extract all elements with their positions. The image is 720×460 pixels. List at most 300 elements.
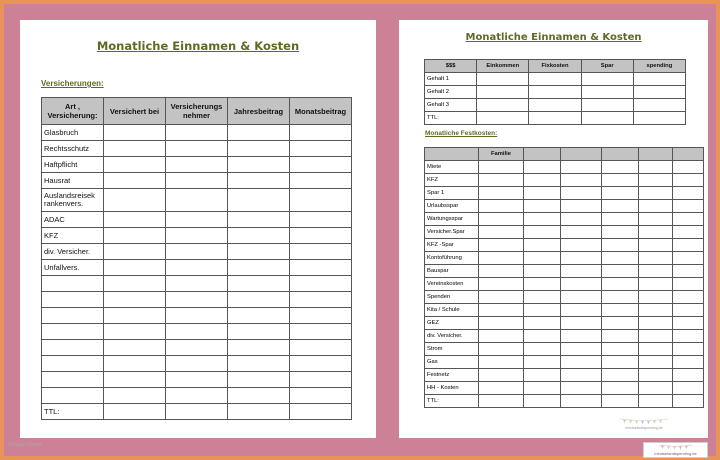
- table-cell: [479, 200, 524, 213]
- table-cell: [479, 161, 524, 174]
- table-cell: [561, 200, 602, 213]
- table-cell: [524, 356, 561, 369]
- table-row: [42, 141, 352, 157]
- table-cell: [290, 276, 352, 292]
- row-label: Urlaubsspar: [425, 200, 479, 213]
- table-row: [425, 252, 704, 265]
- table-cell: [290, 404, 352, 420]
- table-row: [425, 304, 704, 317]
- table-cell: [166, 260, 228, 276]
- table-cell: [166, 372, 228, 388]
- table-cell: [581, 73, 633, 86]
- row-label: Hausrat: [42, 173, 104, 189]
- table-cell: [166, 157, 228, 173]
- table-cell: [228, 324, 290, 340]
- table-row: [42, 260, 352, 276]
- column-header: [561, 148, 602, 161]
- table-cell: [479, 252, 524, 265]
- table-row: [425, 86, 686, 99]
- table-cell: [601, 239, 638, 252]
- table-cell: [228, 340, 290, 356]
- table-cell: [479, 369, 524, 382]
- table-cell: [638, 317, 672, 330]
- table-cell: [561, 226, 602, 239]
- table-cell: [529, 99, 581, 112]
- table-cell: [104, 125, 166, 141]
- table-cell: [672, 317, 704, 330]
- table-cell: [672, 161, 704, 174]
- row-label: Vereinskosten: [425, 278, 479, 291]
- column-header: Familie: [479, 148, 524, 161]
- income-table: [424, 59, 686, 125]
- table-cell: [601, 395, 638, 408]
- table-cell: [479, 343, 524, 356]
- table-cell: [228, 141, 290, 157]
- table-cell: [477, 73, 529, 86]
- table-cell: [638, 265, 672, 278]
- table-cell: [561, 356, 602, 369]
- table-cell: [104, 404, 166, 420]
- table-cell: [479, 317, 524, 330]
- table-cell: [290, 244, 352, 260]
- table-cell: [633, 86, 685, 99]
- insurance-table: [41, 97, 352, 420]
- table-cell: [166, 189, 228, 212]
- table-cell: [524, 278, 561, 291]
- table-cell: [601, 356, 638, 369]
- table-cell: [104, 308, 166, 324]
- table-cell: [166, 292, 228, 308]
- table-row: [42, 189, 352, 212]
- table-row: [42, 157, 352, 173]
- table-cell: [601, 213, 638, 226]
- table-cell: [561, 330, 602, 343]
- column-header: Fixkosten: [529, 60, 581, 73]
- table-cell: [561, 304, 602, 317]
- column-header: Spar: [581, 60, 633, 73]
- table-cell: [228, 308, 290, 324]
- left-page: [20, 20, 376, 438]
- row-label: GEZ: [425, 317, 479, 330]
- table-cell: [166, 324, 228, 340]
- table-cell: [638, 395, 672, 408]
- table-cell: [529, 112, 581, 125]
- table-row: [425, 226, 704, 239]
- table-cell: [166, 356, 228, 372]
- table-cell: [561, 291, 602, 304]
- table-cell: [524, 330, 561, 343]
- table-cell: [524, 252, 561, 265]
- table-row: [425, 187, 704, 200]
- table-cell: [601, 161, 638, 174]
- logo-bunting-icon: [658, 444, 693, 451]
- table-cell: [104, 244, 166, 260]
- table-cell: [228, 292, 290, 308]
- table-row: [42, 125, 352, 141]
- table-cell: [524, 174, 561, 187]
- row-label: Kontoführung: [425, 252, 479, 265]
- table-cell: [638, 239, 672, 252]
- table-cell: [524, 200, 561, 213]
- table-cell: [104, 276, 166, 292]
- table-cell: [166, 404, 228, 420]
- table-cell: [601, 226, 638, 239]
- table-row: [42, 212, 352, 228]
- table-cell: [561, 213, 602, 226]
- right-page: [399, 20, 708, 438]
- table-cell: [228, 228, 290, 244]
- table-cell: [479, 356, 524, 369]
- table-row: [42, 276, 352, 292]
- logo-text: mindsetandspending.de: [654, 451, 697, 456]
- table-cell: [524, 395, 561, 408]
- table-row: [425, 330, 704, 343]
- column-header: Versichert bei: [104, 98, 166, 125]
- table-cell: [166, 276, 228, 292]
- table-cell: [524, 317, 561, 330]
- table-cell: [638, 187, 672, 200]
- table-cell: [638, 382, 672, 395]
- table-row: [42, 404, 352, 420]
- table-cell: [561, 239, 602, 252]
- table-cell: [561, 187, 602, 200]
- table-cell: [561, 161, 602, 174]
- row-label: div. Versicher.: [425, 330, 479, 343]
- row-label: HH - Kosten: [425, 382, 479, 395]
- watermark-logo: [643, 442, 708, 458]
- table-cell: [104, 292, 166, 308]
- table-row: [425, 213, 704, 226]
- table-cell: [581, 86, 633, 99]
- table-cell: [104, 372, 166, 388]
- column-header: Monatsbeitrag: [290, 98, 352, 125]
- table-cell: [561, 369, 602, 382]
- table-cell: [638, 200, 672, 213]
- table-cell: [228, 244, 290, 260]
- column-header: $$$: [425, 60, 477, 73]
- column-header: [524, 148, 561, 161]
- column-header: Einkommen: [477, 60, 529, 73]
- row-label: [42, 340, 104, 356]
- table-cell: [601, 330, 638, 343]
- table-cell: [672, 343, 704, 356]
- table-cell: [104, 141, 166, 157]
- table-cell: [638, 291, 672, 304]
- row-label: Wartungsspar: [425, 213, 479, 226]
- table-cell: [672, 174, 704, 187]
- table-cell: [524, 265, 561, 278]
- table-row: [425, 99, 686, 112]
- table-cell: [228, 356, 290, 372]
- table-cell: [228, 212, 290, 228]
- table-cell: [290, 372, 352, 388]
- row-label: Rechtsschutz: [42, 141, 104, 157]
- table-cell: [479, 304, 524, 317]
- table-cell: [477, 86, 529, 99]
- table-cell: [672, 187, 704, 200]
- table-cell: [228, 372, 290, 388]
- table-cell: [561, 278, 602, 291]
- table-cell: [290, 292, 352, 308]
- table-cell: [638, 213, 672, 226]
- table-cell: [479, 382, 524, 395]
- right-page-title: Monatliche Einnamen & Kosten: [465, 32, 642, 43]
- row-label: Gas: [425, 356, 479, 369]
- table-cell: [104, 260, 166, 276]
- row-label: KFZ: [42, 228, 104, 244]
- table-cell: [290, 141, 352, 157]
- fixed-costs-table: [424, 147, 704, 408]
- table-row: [42, 324, 352, 340]
- table-row: [42, 173, 352, 189]
- table-cell: [561, 174, 602, 187]
- table-cell: [581, 112, 633, 125]
- table-cell: [638, 161, 672, 174]
- table-cell: [477, 112, 529, 125]
- table-row: [425, 317, 704, 330]
- table-cell: [104, 212, 166, 228]
- column-header: Versicherungs nehmer: [166, 98, 228, 125]
- row-label: TTL:: [425, 395, 479, 408]
- column-header: [638, 148, 672, 161]
- table-cell: [581, 99, 633, 112]
- table-row: [425, 112, 686, 125]
- bunting-decoration: [619, 418, 669, 426]
- table-cell: [290, 189, 352, 212]
- table-row: [425, 174, 704, 187]
- table-cell: [638, 356, 672, 369]
- table-row: [42, 244, 352, 260]
- table-cell: [104, 157, 166, 173]
- table-cell: [228, 157, 290, 173]
- table-cell: [524, 369, 561, 382]
- table-cell: [601, 369, 638, 382]
- row-label: [42, 388, 104, 404]
- table-cell: [638, 330, 672, 343]
- column-header: Jahresbeitrag: [228, 98, 290, 125]
- table-cell: [166, 228, 228, 244]
- table-cell: [561, 252, 602, 265]
- row-label: Auslandsreisek rankenvers.: [42, 189, 104, 212]
- row-label: [42, 324, 104, 340]
- table-cell: [638, 226, 672, 239]
- table-cell: [561, 343, 602, 356]
- table-cell: [104, 356, 166, 372]
- table-row: [425, 369, 704, 382]
- table-row: [425, 161, 704, 174]
- row-label: [42, 356, 104, 372]
- table-cell: [601, 317, 638, 330]
- row-label: Kita / Schule: [425, 304, 479, 317]
- table-cell: [290, 340, 352, 356]
- table-cell: [290, 125, 352, 141]
- table-row: [425, 278, 704, 291]
- table-cell: [672, 330, 704, 343]
- table-cell: [601, 278, 638, 291]
- table-cell: [166, 308, 228, 324]
- insurance-section-label: Versicherungen:: [41, 79, 104, 88]
- table-cell: [166, 388, 228, 404]
- table-cell: [529, 73, 581, 86]
- table-cell: [601, 343, 638, 356]
- column-header: Art , Versicherung:: [42, 98, 104, 125]
- table-cell: [601, 187, 638, 200]
- table-cell: [638, 343, 672, 356]
- table-cell: [166, 340, 228, 356]
- table-cell: [601, 382, 638, 395]
- row-label: KFZ -Spar: [425, 239, 479, 252]
- table-cell: [104, 388, 166, 404]
- table-row: [425, 239, 704, 252]
- column-header: spending: [633, 60, 685, 73]
- table-cell: [290, 324, 352, 340]
- row-label: Spar 1: [425, 187, 479, 200]
- table-cell: [290, 212, 352, 228]
- table-cell: [479, 174, 524, 187]
- table-cell: [479, 239, 524, 252]
- table-cell: [228, 276, 290, 292]
- table-row: [42, 372, 352, 388]
- table-cell: [672, 291, 704, 304]
- table-cell: [479, 330, 524, 343]
- row-label: Versicher.Spar: [425, 226, 479, 239]
- table-row: [42, 340, 352, 356]
- table-cell: [104, 228, 166, 244]
- table-cell: [633, 112, 685, 125]
- table-cell: [104, 340, 166, 356]
- table-cell: [524, 239, 561, 252]
- row-label: Festnetz: [425, 369, 479, 382]
- row-label: Miete: [425, 161, 479, 174]
- table-cell: [638, 304, 672, 317]
- table-cell: [104, 173, 166, 189]
- table-cell: [290, 308, 352, 324]
- row-label: [42, 372, 104, 388]
- table-cell: [672, 226, 704, 239]
- table-cell: [638, 174, 672, 187]
- table-cell: [290, 228, 352, 244]
- table-row: [425, 382, 704, 395]
- table-cell: [228, 189, 290, 212]
- table-cell: [601, 291, 638, 304]
- table-cell: [672, 252, 704, 265]
- table-cell: [479, 265, 524, 278]
- table-cell: [166, 125, 228, 141]
- table-cell: [601, 174, 638, 187]
- table-row: [42, 356, 352, 372]
- table-cell: [601, 265, 638, 278]
- table-cell: [672, 278, 704, 291]
- column-header: [601, 148, 638, 161]
- table-cell: [228, 388, 290, 404]
- table-row: [425, 395, 704, 408]
- table-cell: [672, 356, 704, 369]
- table-cell: [672, 382, 704, 395]
- table-cell: [561, 317, 602, 330]
- table-cell: [479, 395, 524, 408]
- table-cell: [633, 73, 685, 86]
- row-label: [42, 276, 104, 292]
- table-cell: [166, 173, 228, 189]
- table-cell: [104, 324, 166, 340]
- fixed-costs-section-label: Monatliche Festkosten:: [425, 130, 498, 137]
- table-row: [425, 356, 704, 369]
- table-cell: [672, 239, 704, 252]
- table-cell: [228, 173, 290, 189]
- table-row: [42, 228, 352, 244]
- table-cell: [524, 161, 561, 174]
- row-label: Spenden: [425, 291, 479, 304]
- table-cell: [290, 157, 352, 173]
- table-row: [425, 343, 704, 356]
- table-cell: [524, 343, 561, 356]
- column-header: [672, 148, 704, 161]
- row-label: ADAC: [42, 212, 104, 228]
- table-cell: [228, 125, 290, 141]
- table-cell: [638, 278, 672, 291]
- table-cell: [524, 304, 561, 317]
- row-label: Strom: [425, 343, 479, 356]
- table-row: [42, 292, 352, 308]
- table-cell: [524, 226, 561, 239]
- table-row: [425, 200, 704, 213]
- table-cell: [477, 99, 529, 112]
- row-label: Gehalt 2: [425, 86, 477, 99]
- table-cell: [601, 304, 638, 317]
- table-cell: [479, 213, 524, 226]
- table-cell: [479, 187, 524, 200]
- table-row: [425, 291, 704, 304]
- row-label: Glasbruch: [42, 125, 104, 141]
- table-cell: [638, 369, 672, 382]
- table-cell: [638, 252, 672, 265]
- row-label: TTL:: [425, 112, 477, 125]
- row-label: Bauspar: [425, 265, 479, 278]
- table-cell: [524, 382, 561, 395]
- table-cell: [479, 226, 524, 239]
- table-cell: [290, 260, 352, 276]
- column-header: [425, 148, 479, 161]
- table-cell: [601, 200, 638, 213]
- table-cell: [672, 200, 704, 213]
- table-cell: [228, 404, 290, 420]
- row-label: div. Versicher.: [42, 244, 104, 260]
- table-cell: [672, 265, 704, 278]
- table-row: [42, 308, 352, 324]
- table-cell: [529, 86, 581, 99]
- table-cell: [166, 212, 228, 228]
- table-cell: [290, 388, 352, 404]
- table-row: [425, 73, 686, 86]
- table-row: [42, 388, 352, 404]
- table-cell: [524, 291, 561, 304]
- table-cell: [166, 141, 228, 157]
- table-cell: [290, 173, 352, 189]
- row-label: Gehalt 3: [425, 99, 477, 112]
- row-label: Gehalt 1: [425, 73, 477, 86]
- row-label: [42, 292, 104, 308]
- table-cell: [104, 189, 166, 212]
- left-page-title: Monatliche Einnamen & Kosten: [96, 39, 300, 53]
- table-cell: [524, 187, 561, 200]
- table-cell: [290, 356, 352, 372]
- table-cell: [228, 260, 290, 276]
- table-row: [425, 265, 704, 278]
- row-label: TTL:: [42, 404, 104, 420]
- table-cell: [479, 291, 524, 304]
- table-cell: [166, 244, 228, 260]
- table-cell: [672, 304, 704, 317]
